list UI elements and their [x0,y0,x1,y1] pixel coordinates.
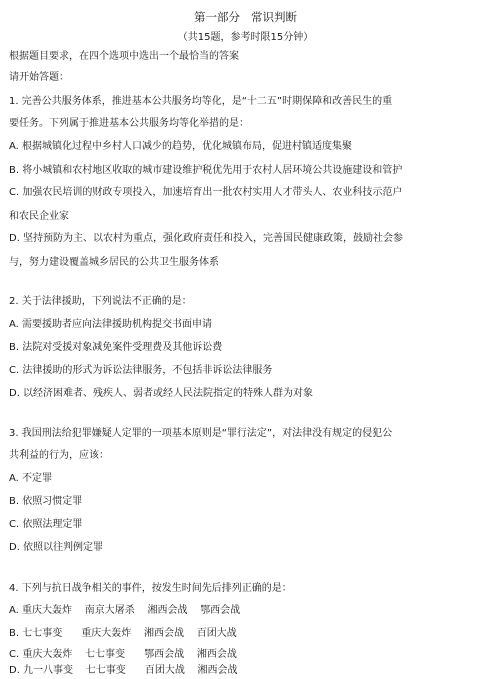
question-2-option-b: B. 法院对受援对象减免案件受理费及其他诉讼费 [9,342,223,353]
question-2-option-d: D. 以经济困难者、残疾人、弱者或经人民法院指定的特殊人群为对象 [9,388,314,399]
question-1-option-a: A. 根据城镇化过程中乡村人口减少的趋势，优化城镇布局，促进村镇适度集聚 [9,141,353,152]
question-3-stem-line-2: 共利益的行为，应该： [9,450,109,461]
question-4-option-c: C. 重庆大轰炸 七七事变 鄂西会战 湘西会战 [9,649,237,660]
instruction-start: 请开始答题： [9,72,69,83]
question-3-option-d: D. 依照以往判例定罪 [9,542,104,553]
question-4-option-b: B. 七七事变 重庆大轰炸 湘西会战 百团大战 [9,628,237,639]
question-2-option-a: A. 需要援助者应向法律援助机构提交书面申请 [9,319,213,330]
question-1-option-d-line-1: D. 坚持预防为主、以农村为重点，强化政府责任和投入，完善国民健康政策，鼓励社会参 [9,233,404,244]
question-1-option-c-line-1: C. 加强农民培训的财政专项投入，加速培育出一批农村实用人才带头人、农业科技示范户 [9,187,403,198]
question-3-option-b: B. 依照习惯定罪 [9,496,83,507]
question-1-option-d-line-2: 与，努力建设覆盖城乡居民的公共卫生服务体系 [9,257,219,268]
section-subtitle: （共15题，参考时限15分钟） [177,32,314,43]
question-2-option-c: C. 法律援助的形式为诉讼法律服务，不包括非诉讼法律服务 [9,365,273,376]
question-4-option-d: D. 九一八事变 七七事变 百团大战 湘西会战 [9,665,238,676]
question-1-stem-line-2: 要任务。下列属于推进基本公共服务均等化举措的是： [9,118,249,129]
question-3-option-c: C. 依照法理定罪 [9,519,83,530]
question-4-stem: 4. 下列与抗日战争相关的事件，按发生时间先后排列正确的是： [9,583,292,594]
question-3-stem-line-1: 3. 我国刑法给犯罪嫌疑人定罪的一项基本原则是“罪行法定”，对法律没有规定的侵犯公 [9,428,393,439]
section-title: 第一部分 常识判断 [194,10,297,24]
question-2-stem: 2. 关于法律援助，下列说法不正确的是： [9,296,192,307]
question-1-option-c-line-2: 和农民企业家 [9,211,69,222]
question-3-option-a: A. 不定罪 [9,473,53,484]
instruction-text: 根据题目要求，在四个选项中选出一个最恰当的答案 [9,51,239,62]
question-1-option-b: B. 将小城镇和农村地区收取的城市建设维护税优先用于农村人居环境公共设施建设和管护 [9,165,403,176]
question-4-option-a: A. 重庆大轰炸 南京大屠杀 湘西会战 鄂西会战 [9,605,241,616]
question-1-stem-line-1: 1. 完善公共服务体系，推进基本公共服务均等化，是“十二五”时期保障和改善民生的重 [9,96,393,107]
